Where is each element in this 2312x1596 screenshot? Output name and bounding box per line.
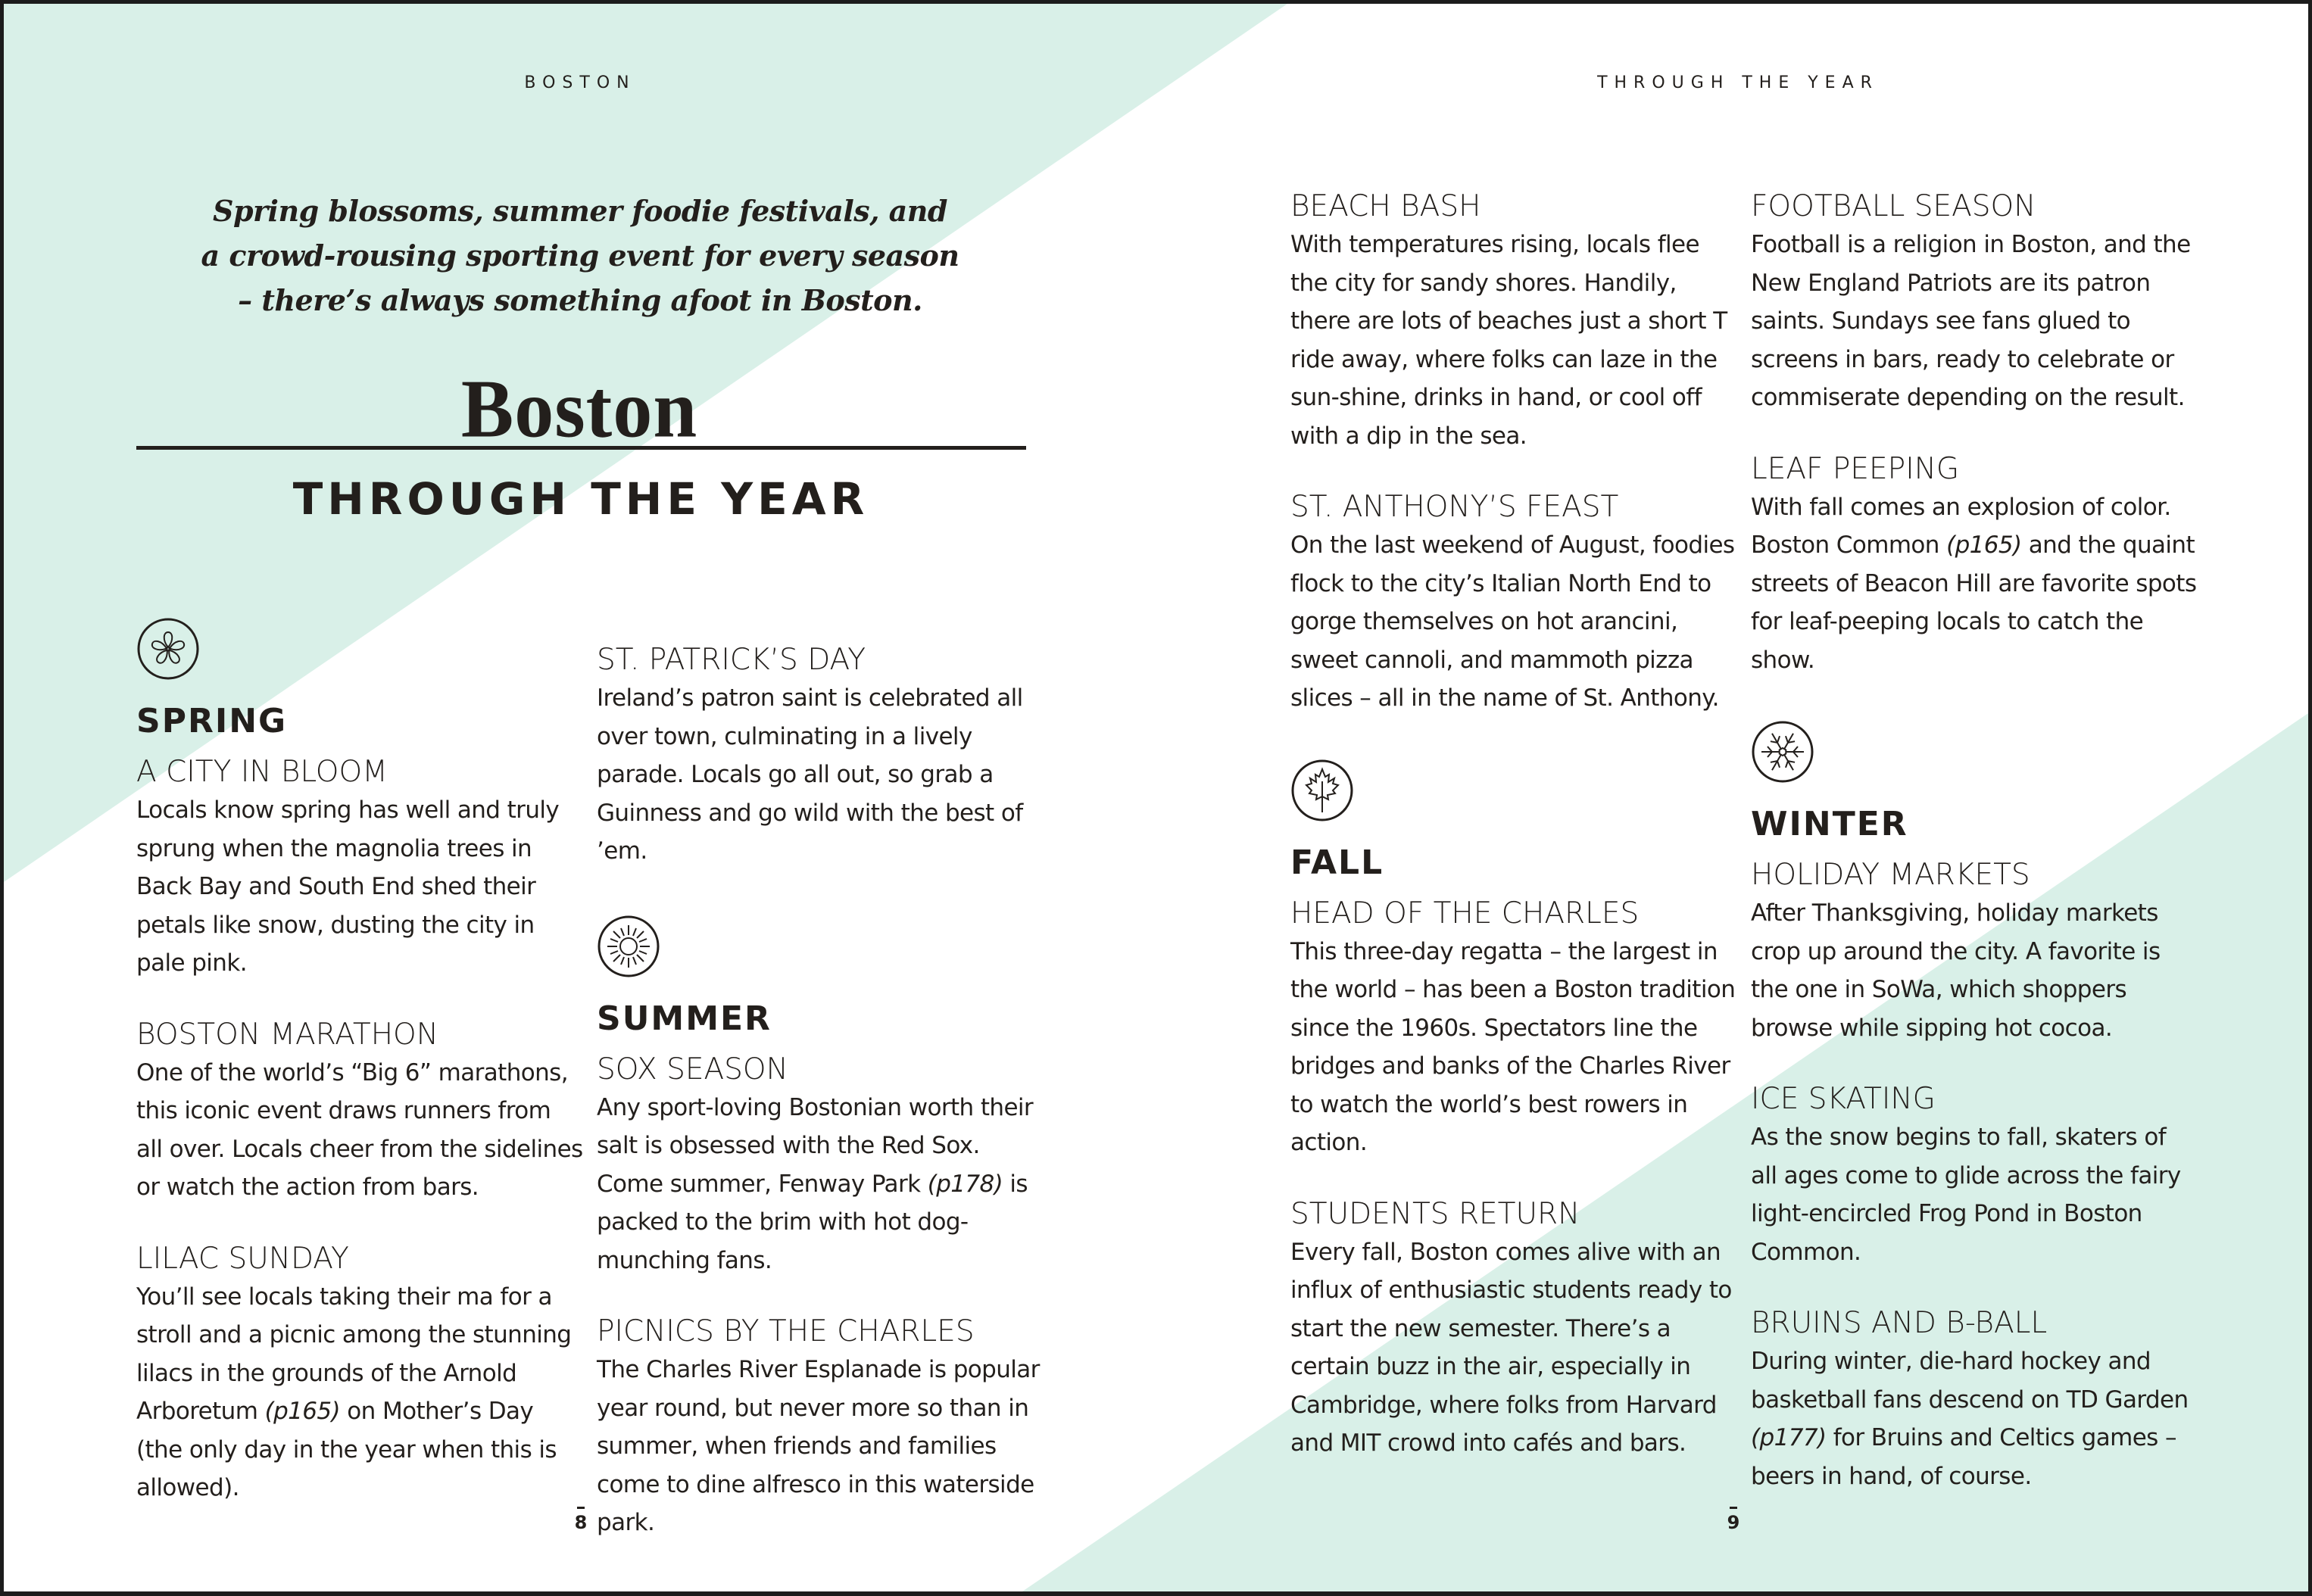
page-number-right: 9	[1718, 1507, 1749, 1533]
event-body: One of the world’s “Big 6” marathons, this iconic event draws runners from all over. Locals cheer from the sidelines or watch the action from bars.	[136, 1058, 583, 1201]
event-title: SOX SEASON	[597, 1052, 788, 1086]
event-title: FOOTBALL SEASON	[1751, 189, 2036, 223]
sun-icon	[597, 915, 660, 978]
event-picnics-by-the-charles	[597, 1313, 1044, 1542]
event-body: The Charles River Esplanade is popular year round, but never more so than in summer, when friends and families come to dine alfresco in this waterside park.	[597, 1356, 1040, 1536]
running-head-left: BOSTON	[524, 73, 636, 92]
event-bruins-and-b-ball	[1751, 1305, 2198, 1495]
event-body: Locals know spring has well and truly sprung when the magnolia trees in Back Bay and South End shed their petals like snow, dusting the city in pale pink.	[136, 796, 560, 977]
season-heading-summer: SUMMER	[597, 999, 772, 1038]
season-heading-spring: SPRING	[136, 702, 288, 740]
event-head-of-the-charles	[1290, 895, 1737, 1162]
event-beach-bash	[1290, 188, 1737, 455]
event-a-city-in-bloom	[136, 753, 583, 983]
event-body: On the last weekend of August, foodies flock to the city’s Italian North End to gorge themselves on hot arancini, sweet cannoli, and mammoth pizza slices – all in the name of St. Anthony.	[1290, 531, 1735, 712]
event-title: BEACH BASH	[1290, 189, 1481, 223]
event-title: BOSTON MARATHON	[136, 1017, 438, 1052]
event-football-season	[1751, 188, 2198, 417]
event-body	[136, 1278, 583, 1507]
event-body: With temperatures rising, locals flee the city for sandy shores. Handily, there are lots of beaches just a short T ride away, where folks can laze in the sun-shine, drinks in hand, or cool off with a dip in the sea.	[1290, 231, 1727, 450]
event-title: ST. ANTHONY’S FEAST	[1290, 490, 1619, 524]
snowflake-icon	[1751, 720, 1814, 784]
page-reference: (p178)	[927, 1170, 1003, 1198]
page-reference: (p177)	[1751, 1424, 1827, 1451]
event-body	[1751, 488, 2198, 680]
body-text: for Bruins and Celtics games – beers in hand, of course.	[1751, 1424, 2176, 1490]
flower-icon	[136, 617, 200, 681]
event-body	[1751, 1342, 2198, 1495]
event-title: ST. PATRICK’S DAY	[597, 643, 866, 677]
intro-line: a crowd-rousing sporting event for every season	[201, 238, 959, 273]
body-text: During winter, die-hard hockey and basketball fans descend on TD Garden	[1751, 1348, 2189, 1414]
event-ice-skating	[1751, 1080, 2198, 1271]
event-body: Football is a religion in Boston, and the New England Patriots are its patron saints. Sundays see fans glued to screens in bars, ready to celebrate or commiserate depending on the result.	[1751, 231, 2191, 411]
event-lilac-sunday	[136, 1240, 583, 1507]
book-spread	[4, 4, 2308, 1591]
event-boston-marathon	[136, 1016, 583, 1207]
event-body: Every fall, Boston comes alive with an influx of enthusiastic students ready to start the new semester. There’s a certain buzz in the air, especially in Cambridge, where folks from Harvard and MIT crowd into cafés and bars.	[1290, 1238, 1732, 1457]
page-reference: (p165)	[264, 1398, 341, 1425]
column-spring-summer	[597, 641, 1044, 1576]
running-head-right: THROUGH THE YEAR	[1597, 73, 1879, 92]
event-title: LEAF PEEPING	[1751, 451, 1960, 486]
event-students-return	[1290, 1195, 1737, 1463]
event-title: A CITY IN BLOOM	[136, 755, 388, 789]
body-text: is packed to the brim with hot dog-munching fans.	[597, 1170, 1028, 1274]
title-block	[417, 363, 742, 455]
event-leaf-peeping	[1751, 450, 2198, 680]
page-subtitle: THROUGH THE YEAR	[292, 473, 869, 525]
event-title: PICNICS BY THE CHARLES	[597, 1314, 975, 1348]
page-reference: (p165)	[1946, 531, 2022, 559]
body-text: With fall comes an explosion of color. Boston Common	[1751, 493, 2171, 559]
season-heading-fall: FALL	[1290, 843, 1384, 882]
body-text: You’ll see locals taking their ma for a stroll and a picnic among the stunning lilacs in the grounds of the Arnold Arboretum	[136, 1283, 572, 1425]
event-body: As the snow begins to fall, skaters of all ages come to glide across the fairy light-encircled Frog Pond in Boston Common.	[1751, 1124, 2181, 1266]
event-st-anthonys-feast	[1290, 488, 1737, 718]
event-sox-season	[597, 1051, 1044, 1280]
event-body	[597, 1089, 1044, 1280]
intro-line: – there’s always something afoot in Boston.	[238, 283, 922, 317]
page-title: Boston	[460, 363, 698, 455]
intro-line: Spring blossoms, summer foodie festivals, and	[213, 194, 947, 228]
event-title: LILAC SUNDAY	[136, 1241, 349, 1276]
column-fall-winter	[1751, 188, 2198, 1529]
event-st-patricks-day	[597, 641, 1044, 871]
event-title: STUDENTS RETURN	[1290, 1196, 1580, 1231]
season-heading-winter: WINTER	[1751, 805, 1908, 843]
event-title: HOLIDAY MARKETS	[1751, 858, 2030, 892]
event-title: BRUINS AND B-BALL	[1751, 1306, 2048, 1340]
event-holiday-markets	[1751, 856, 2198, 1047]
event-title: ICE SKATING	[1751, 1082, 1936, 1116]
event-body: This three-day regatta – the largest in the world – has been a Boston tradition since the 1960s. Spectators line the bridges and banks of the Charles River to watch the world’s best rowers in action.	[1290, 937, 1736, 1156]
page-number-left: 8	[566, 1507, 596, 1533]
maple-leaf-icon	[1290, 759, 1354, 822]
column-summer-fall	[1290, 188, 1737, 1496]
intro-standfirst	[164, 189, 997, 323]
event-body: After Thanksgiving, holiday markets crop up around the city. A favorite is the one in SoWa, which shoppers browse while sipping hot cocoa.	[1751, 899, 2161, 1042]
event-body: Ireland’s patron saint is celebrated all over town, culminating in a lively parade. Locals go all out, so grab a Guinness and go wild with the best of ’em.	[597, 684, 1023, 865]
body-text: on Mother’s Day (the only day in the year when this is allowed).	[136, 1398, 557, 1501]
body-text: Any sport-loving Bostonian worth their salt is obsessed with the Red Sox. Come summer, Fenway Park	[597, 1093, 1034, 1198]
column-spring	[136, 617, 583, 1541]
body-text: and the quaint streets of Beacon Hill are favorite spots for leaf-peeping locals to catch the show.	[1751, 531, 2197, 674]
event-title: HEAD OF THE CHARLES	[1290, 896, 1640, 930]
